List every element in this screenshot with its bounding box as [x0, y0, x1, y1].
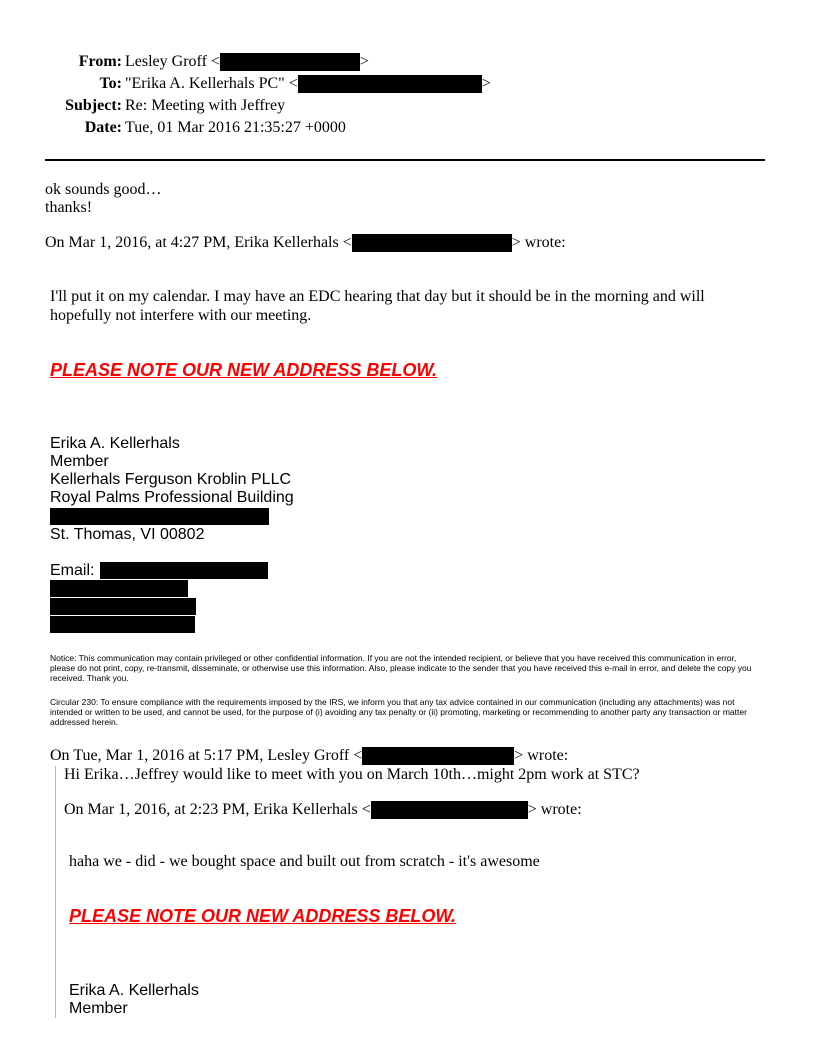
to-close: >: [481, 75, 491, 92]
redacted-contact: [50, 598, 196, 615]
attribution-3-wrote: > wrote:: [527, 801, 582, 818]
from-name: Lesley Groff <: [125, 53, 220, 70]
signature-email: [50, 562, 94, 580]
message-1-line-1: I'll put it on my calendar. I may have an EDC hearing that day but it should be in the morning and will: [50, 288, 705, 305]
attribution-3: [64, 801, 582, 819]
to-label: To:: [99, 75, 122, 92]
from-value: [125, 53, 369, 71]
to-value: [125, 75, 491, 93]
subject-value: Re: Meeting with Jeffrey: [125, 97, 286, 114]
attribution-2-wrote: > wrote:: [514, 747, 569, 764]
to-name: "Erika A. Kellerhals PC" <: [125, 75, 298, 92]
to-row: [0, 75, 500, 95]
subject-label: Subject:: [65, 97, 122, 114]
attribution-2-text: On Tue, Mar 1, 2016 at 5:17 PM, Lesley Groff <: [50, 747, 363, 764]
date-value: Tue, 01 Mar 2016 21:35:27 +0000: [125, 119, 346, 136]
date-row: [0, 119, 500, 139]
from-label: From:: [78, 53, 122, 70]
quote-bar-outer: [55, 766, 56, 1018]
redacted-email: [298, 75, 482, 93]
confidentiality-notice: Notice: This communication may contain privileged or other confidential information. If you are not the intended recipient, or believe that you have received this communication in error, please do not print, copy, re-transmit, disseminate, or otherwise use this information. Also, please indicate to the sender that you have received this e-mail in error, and delete the copy you received. Thank you.: [50, 653, 752, 683]
redacted-email: [220, 53, 360, 71]
header-divider: [45, 159, 765, 161]
signature-title: Member: [50, 453, 109, 470]
from-close: >: [359, 53, 369, 70]
signature-2-name: Erika A. Kellerhals: [69, 982, 199, 999]
attribution-3-text: On Mar 1, 2016, at 2:23 PM, Erika Kellerhals <: [64, 801, 371, 818]
address-notice: PLEASE NOTE OUR NEW ADDRESS BELOW.: [50, 360, 438, 380]
redacted-email: [100, 562, 268, 579]
reply-line-2: thanks!: [45, 199, 93, 216]
attribution-1: [45, 234, 566, 252]
message-1-line-2: hopefully not interfere with our meeting.: [50, 307, 312, 324]
email-header: [0, 0, 816, 150]
redacted-email: [371, 801, 528, 819]
redacted-contact: [50, 580, 188, 597]
attribution-1-text: On Mar 1, 2016, at 4:27 PM, Erika Kellerhals <: [45, 234, 352, 251]
address-notice-quoted: PLEASE NOTE OUR NEW ADDRESS BELOW.: [69, 906, 457, 926]
attribution-1-wrote: > wrote:: [511, 234, 566, 251]
signature-2-title: Member: [69, 1000, 128, 1017]
date-label: Date:: [84, 119, 122, 136]
message-2: Hi Erika…Jeffrey would like to meet with you on March 10th…might 2pm work at STC?: [64, 766, 640, 783]
redacted-email: [362, 747, 514, 765]
signature-name: Erika A. Kellerhals: [50, 435, 180, 452]
attribution-2: [50, 747, 568, 765]
signature-building: Royal Palms Professional Building: [50, 489, 294, 506]
email-label: Email:: [50, 562, 95, 579]
signature-city: St. Thomas, VI 00802: [50, 526, 205, 543]
signature-firm: Kellerhals Ferguson Kroblin PLLC: [50, 471, 292, 488]
redacted-address: [50, 508, 269, 525]
circular-230-notice: Circular 230: To ensure compliance with the requirements imposed by the IRS, we inform you that any tax advice contained in our communication (including any attachments) was not intended or written to be used, and cannot be used, for the purpose of (i) avoiding any tax penalty or (ii) promoting, marketing or recommending to another party any transaction or matter addressed herein.: [50, 697, 747, 727]
redacted-email: [352, 234, 512, 252]
message-3: haha we - did - we bought space and built out from scratch - it's awesome: [69, 853, 540, 870]
reply-line-1: ok sounds good…: [45, 181, 162, 198]
from-row: [0, 53, 400, 73]
subject-row: [0, 97, 500, 117]
redacted-contact: [50, 616, 195, 633]
